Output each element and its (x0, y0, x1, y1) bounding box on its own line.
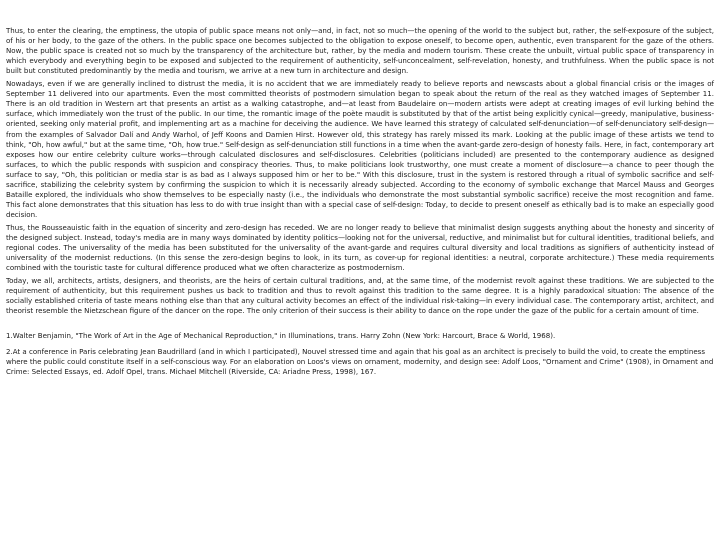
paragraph-1: Thus, to enter the clearing, the emptiness, the utopia of public space means not only—and, in fact, not so much—the opening of the world to the subject but, rather, the self-exposure of the subject, of his or her body, to the gaze of the others. In the public space one becomes subjected to the obligation to expose oneself, to become open, authentic, even transparent for the gaze of the others. Now, the public space is created not so much by the transparency of the architecture but, rather, by the media and modern tourism. These create the unbuilt, virtual public space of transparency in which everybody and everything begin to be exposed and subjected to the requirement of authenticity, self-unconcealment, self-revelation, honesty, and truthfulness. When the public space is not built but constituted predominantly by the media and tourism, we arrive at a new turn in architecture and design. (6, 26, 714, 76)
body-text (6, 26, 714, 316)
paragraph-2: Nowadays, even if we are generally inclined to distrust the media, it is no accident that we are immediately ready to believe reports and newscasts about a global financial crisis or the images of September 11 delivered into our apartments. Even the most committed theorists of postmodern simulation began to speak about the return of the real as they watched images of September 11. There is an old tradition in Western art that presents an artist as a walking catastrophe, and—at least from Baudelaire on—modern artists were adept at creating images of evil lurking behind the surface, which immediately won the trust of the public. In our time, the romantic image of the poète maudit is substituted by that of the artist being explicitly cynical—greedy, manipulative, business-oriented, seeking only material profit, and implementing art as a machine for deceiving the audience. We have learned this strategy of calculated self-denunciation—of self-denunciatory self-design—from the examples of Salvador Dalí and Andy Warhol, of Jeff Koons and Damien Hirst. However old, this strategy has rarely missed its mark. Looking at the public image of these artists we tend to think, "Oh, how awful," but at the same time, "Oh, how true." Self-design as self-denunciation still functions in a time when the avant-garde zero-design of honesty fails. Here, in fact, contemporary art exposes how our entire celebrity culture works—through calculated disclosures and self-disclosures. Celebrities (politicians included) are presented to the contemporary audience as designed surfaces, to which the public responds with suspicion and conspiracy theories. Thus, to make politicians look trustworthy, one must create a moment of disclosure—a chance to peer though the surface to say, "Oh, this politician or media star is as bad as I always supposed him or her to be." With this disclosure, trust in the system is restored through a ritual of symbolic sacrifice and self-sacrifice, stabilizing the celebrity system by confirming the suspicion to which it is necessarily already subjected. According to the economy of symbolic exchange that Marcel Mauss and Georges Bataille explored, the individuals who show themselves to be especially nasty (i.e., the individuals who demonstrate the most substantial symbolic sacrifice) receive the most recognition and fame. This fact alone demonstrates that this situation has less to do with true insight than with a special case of self-design: Today, to decide to present oneself as ethically bad is to make an especially good decision. (6, 79, 714, 220)
endnotes (6, 331, 714, 376)
endnote-1: 1.Walter Benjamin, "The Work of Art in the Age of Mechanical Reproduction," in Illuminations, trans. Harry Zohn (New York: Harcourt, Brace & World, 1968). (6, 331, 556, 341)
endnote-2: 2.At a conference in Paris celebrating Jean Baudrillard (and in which I participated), Nouvel stressed time and again that his goal as an architect is precisely to build the void, to create the emptiness where the public could constitute itself in a self-conscious way. For an elaboration on Loos's views on ornament, modernity, and design see: Adolf Loos, "Ornament and Crime" (1908), in Ornament and Crime: Selected Essays, ed. Adolf Opel, trans. Michael Mitchell (Riverside, CA: Ariadne Press, 1998), 167. (6, 346, 714, 376)
document-page (6, 26, 714, 382)
paragraph-3: Thus, the Rousseauistic faith in the equation of sincerity and zero-design has receded. We are no longer ready to believe that minimalist design suggests anything about the honesty and sincerity of the designed subject. Instead, today's media are in many ways dominated by identity politics—looking not for the universal, reductive, and minimalist but for cultural identities, traditional beliefs, and regional codes. The universality of the media has been substituted for the universality of the avant-garde and requires cultural diversity and local traditions as signifiers of authenticity instead of universality of the modernist reductions. (In this sense the zero-design begins to look, in its turn, as cover-up for regional identities: a neutral, corporate architecture.) These media requirements combined with the touristic taste for cultural difference produced what we often characterize as postmodernism. (6, 222, 714, 273)
paragraph-4: Today, we all, architects, artists, designers, and theorists, are the heirs of certain cultural traditions, and, at the same time, of the modernist revolt against these traditions. We are subjected to the requirement of authenticity, but this requirement pushes us back to tradition and thus to revolt against this tradition to the same degree. It is a highly paradoxical situation: The absence of the socially established criteria of taste means nothing else than that any cultural activity becomes an effect of the individual risk-taking—in every individual case. The contemporary artist, architect, and theorist resemble the Nietzschean figure of the dancer on the rope. The only criterion of their success is their ability to dance on the rope under the gaze of the public for a certain amount of time. (6, 276, 714, 316)
